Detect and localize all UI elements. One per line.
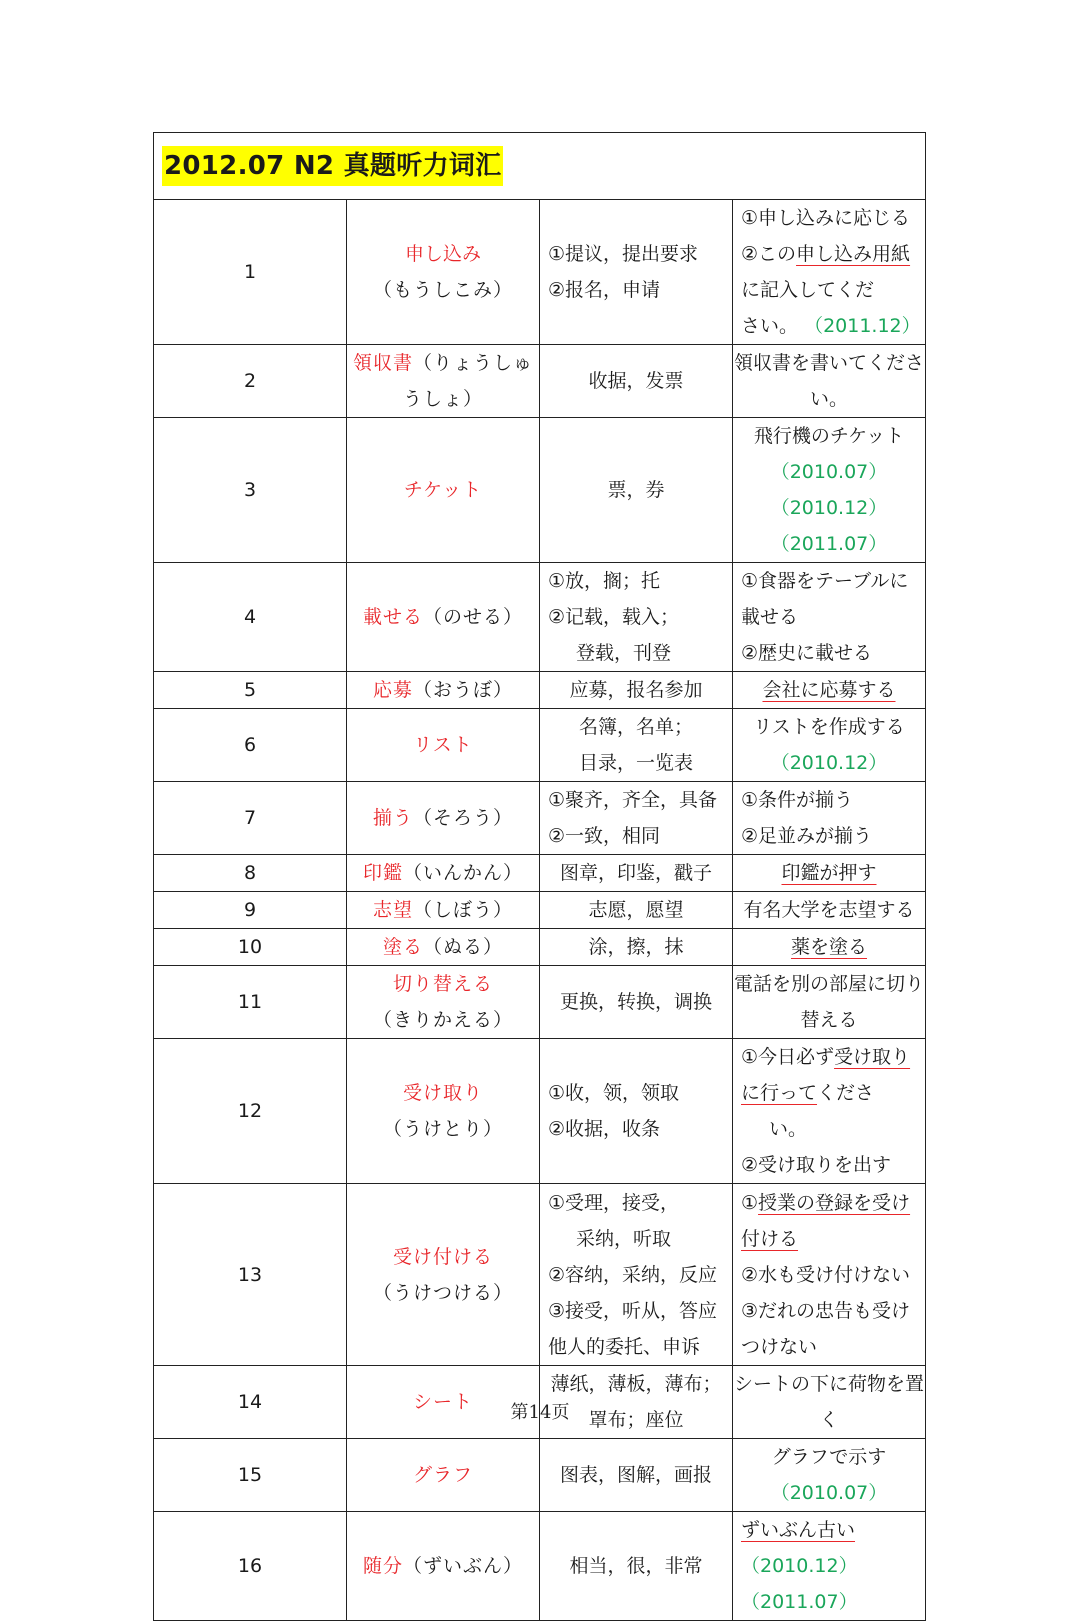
table-row bbox=[154, 418, 926, 563]
example-line: ②受け取りを出す bbox=[741, 1154, 892, 1176]
word: 塗る bbox=[382, 936, 423, 958]
meaning-cell: 应募，报名参加 bbox=[540, 672, 733, 709]
meaning-line: ②报名，申请 bbox=[548, 279, 661, 301]
example-cell bbox=[733, 1439, 926, 1512]
meaning-line: ①聚齐，齐全，具备 bbox=[548, 789, 718, 811]
reading: （ずいぶん） bbox=[403, 1555, 524, 1577]
word: グラフ bbox=[347, 1439, 540, 1512]
word-cell bbox=[347, 563, 540, 672]
meaning-line: 薄纸，薄板，薄布； bbox=[550, 1373, 722, 1395]
meaning-line: ①收，领，领取 bbox=[548, 1082, 680, 1104]
meaning-cell: 图表，图解，画报 bbox=[540, 1439, 733, 1512]
meaning-line: ②收据，收条 bbox=[548, 1118, 661, 1140]
word: 印鑑 bbox=[362, 862, 403, 884]
row-number: 16 bbox=[154, 1512, 347, 1621]
example-cell bbox=[733, 709, 926, 782]
reading: うしょ） bbox=[402, 388, 483, 410]
page-title: 2012.07 N2 真题听力词汇 bbox=[162, 146, 503, 186]
word-cell bbox=[347, 855, 540, 892]
year-ref: （2010.12）（2011.07） bbox=[741, 1555, 858, 1613]
word-cell bbox=[347, 1512, 540, 1621]
example-cell bbox=[733, 418, 926, 563]
title-cell bbox=[154, 133, 926, 200]
year-ref: （2010.07）（2010.12）（2011.07） bbox=[770, 461, 888, 555]
meaning-line: 罩布；座位 bbox=[588, 1409, 684, 1431]
meaning-cell: 更换，转换，调换 bbox=[540, 966, 733, 1039]
year-ref: （2010.12） bbox=[770, 752, 888, 774]
table-row bbox=[154, 1512, 926, 1621]
underlined-phrase: ずいぶん古い bbox=[741, 1519, 856, 1541]
example-text: くださ bbox=[817, 1082, 875, 1104]
example-cell: 有名大学を志望する bbox=[733, 892, 926, 929]
word-cell bbox=[347, 966, 540, 1039]
row-number: 8 bbox=[154, 855, 347, 892]
meaning-line: 名簿，名单； bbox=[578, 716, 693, 738]
meaning-line: 他人的委托、申诉 bbox=[548, 1335, 701, 1358]
word-cell bbox=[347, 1039, 540, 1184]
reading: （いんかん） bbox=[403, 862, 524, 884]
meaning-cell: 收据，发票 bbox=[540, 345, 733, 418]
example-cell bbox=[733, 200, 926, 345]
example-cell bbox=[733, 672, 926, 709]
row-number: 7 bbox=[154, 782, 347, 855]
table-row bbox=[154, 855, 926, 892]
meaning-cell bbox=[540, 1184, 733, 1366]
meaning-line: 登载，刊登 bbox=[576, 642, 672, 664]
meaning-line: ③接受，听从，答应 bbox=[548, 1299, 718, 1322]
meaning-cell bbox=[540, 782, 733, 855]
meaning-line: ②一致，相同 bbox=[548, 825, 661, 847]
underlined-phrase: 薬を塗る bbox=[790, 936, 867, 958]
example-cell bbox=[733, 1512, 926, 1621]
example-text: リストを作成する bbox=[753, 716, 905, 738]
meaning-line: 采纳，听取 bbox=[576, 1227, 672, 1250]
table-row bbox=[154, 892, 926, 929]
reading: （のせる） bbox=[423, 606, 524, 628]
table-row bbox=[154, 345, 926, 418]
example-line bbox=[741, 1185, 925, 1257]
word: シート bbox=[347, 1366, 540, 1439]
underlined-phrase: 申し込み用紙 bbox=[796, 243, 911, 265]
example-cell bbox=[733, 929, 926, 966]
row-number: 4 bbox=[154, 563, 347, 672]
example-line: い。 bbox=[769, 1118, 808, 1140]
row-number: 10 bbox=[154, 929, 347, 966]
example-line bbox=[741, 1039, 925, 1111]
example-cell: 領収書を書いてください。 bbox=[733, 345, 926, 418]
word-cell bbox=[347, 345, 540, 418]
word-cell bbox=[347, 1184, 540, 1366]
underlined-phrase: 授業の登録を受け付ける bbox=[741, 1191, 911, 1250]
meaning-cell bbox=[540, 200, 733, 345]
reading: （もうしこみ） bbox=[372, 279, 513, 301]
row-number: 11 bbox=[154, 966, 347, 1039]
word: 領収書 bbox=[352, 352, 413, 374]
year-ref: （2010.07） bbox=[770, 1482, 888, 1504]
word: 応募 bbox=[372, 679, 413, 701]
word: 揃う bbox=[372, 807, 413, 829]
example-cell: シートの下に荷物を置く bbox=[733, 1366, 926, 1439]
example-cell bbox=[733, 1184, 926, 1366]
title-row bbox=[154, 133, 926, 200]
underlined-phrase: 受け取りに行って bbox=[741, 1046, 911, 1104]
meaning-line: ②记载，载入； bbox=[548, 606, 680, 628]
word: 申し込み bbox=[404, 243, 481, 265]
word-cell bbox=[347, 672, 540, 709]
reading: （ぬる） bbox=[423, 936, 504, 958]
reading: （しぼう） bbox=[413, 899, 514, 921]
row-number: 9 bbox=[154, 892, 347, 929]
table-row bbox=[154, 672, 926, 709]
example-text: ① bbox=[741, 1191, 759, 1214]
table-row bbox=[154, 966, 926, 1039]
reading: （そろう） bbox=[413, 807, 514, 829]
meaning-cell bbox=[540, 1039, 733, 1184]
example-line: ③だれの忠告も受けつけない bbox=[741, 1299, 911, 1358]
word-cell bbox=[347, 929, 540, 966]
table-row bbox=[154, 200, 926, 345]
underlined-phrase: 会社に応募する bbox=[762, 679, 896, 701]
meaning-cell: 相当，很，非常 bbox=[540, 1512, 733, 1621]
row-number: 3 bbox=[154, 418, 347, 563]
word: 志望 bbox=[372, 899, 413, 921]
example-line: ②水も受け付けない bbox=[741, 1263, 911, 1286]
example-text: さい。 bbox=[741, 315, 799, 337]
meaning-cell bbox=[540, 563, 733, 672]
meaning-cell: 涂，擦，抹 bbox=[540, 929, 733, 966]
word: 受け取り bbox=[402, 1082, 483, 1104]
reading: （きりかえる） bbox=[372, 1009, 513, 1031]
example-cell bbox=[733, 1039, 926, 1184]
reading: （りょうしゅ bbox=[413, 352, 534, 374]
table-row bbox=[154, 782, 926, 855]
meaning-line: 目录，一览表 bbox=[578, 752, 693, 774]
meaning-line: ①受理，接受， bbox=[548, 1191, 680, 1214]
example-cell bbox=[733, 855, 926, 892]
example-line: ②歴史に載せる bbox=[741, 642, 873, 664]
reading: （うけつける） bbox=[372, 1281, 513, 1304]
example-text: ①今日必ず bbox=[741, 1046, 835, 1068]
row-number: 12 bbox=[154, 1039, 347, 1184]
row-number: 2 bbox=[154, 345, 347, 418]
table-row bbox=[154, 1039, 926, 1184]
example-cell bbox=[733, 563, 926, 672]
meaning-line: ①提议，提出要求 bbox=[548, 243, 699, 265]
reading: （おうぼ） bbox=[413, 679, 514, 701]
page-number: 第14页 bbox=[510, 1402, 570, 1423]
meaning-line: ②容纳，采纳，反应 bbox=[548, 1263, 718, 1286]
word: 受け付ける bbox=[392, 1245, 493, 1268]
row-number: 15 bbox=[154, 1439, 347, 1512]
example-cell bbox=[733, 782, 926, 855]
meaning-cell: 志愿，愿望 bbox=[540, 892, 733, 929]
word-cell bbox=[347, 892, 540, 929]
table-row bbox=[154, 563, 926, 672]
example-line bbox=[741, 308, 925, 344]
word-cell bbox=[347, 200, 540, 345]
example-line: ①申し込みに応じる bbox=[741, 207, 911, 229]
underlined-phrase: 印鑑が押す bbox=[781, 862, 877, 884]
word: 切り替える bbox=[392, 973, 493, 995]
table-row bbox=[154, 1184, 926, 1366]
row-number: 5 bbox=[154, 672, 347, 709]
meaning-line: ①放，搁；托 bbox=[548, 570, 661, 592]
reading: （うけとり） bbox=[382, 1118, 503, 1140]
meaning-cell: 票，券 bbox=[540, 418, 733, 563]
example-line: ②足並みが揃う bbox=[741, 825, 873, 847]
word-cell bbox=[347, 782, 540, 855]
word: チケット bbox=[347, 418, 540, 563]
row-number: 1 bbox=[154, 200, 347, 345]
table-row bbox=[154, 929, 926, 966]
example-cell: 電話を別の部屋に切り替える bbox=[733, 966, 926, 1039]
example-text: ②この bbox=[741, 243, 797, 265]
example-text: グラフで示す bbox=[771, 1446, 887, 1468]
example-line: ①食器をテーブルに載せる bbox=[741, 570, 909, 628]
row-number: 14 bbox=[154, 1366, 347, 1439]
year-ref: （2011.12） bbox=[804, 315, 921, 337]
example-text: に記入してくだ bbox=[741, 279, 875, 301]
meaning-cell bbox=[540, 709, 733, 782]
row-number: 6 bbox=[154, 709, 347, 782]
row-number: 13 bbox=[154, 1184, 347, 1366]
word: リスト bbox=[347, 709, 540, 782]
meaning-cell: 图章，印鉴，戳子 bbox=[540, 855, 733, 892]
word: 載せる bbox=[362, 606, 423, 628]
example-line: 飛行機のチケット bbox=[753, 425, 905, 447]
example-line bbox=[741, 236, 925, 308]
word-with-reading bbox=[347, 345, 539, 381]
table-row bbox=[154, 1439, 926, 1512]
table-row bbox=[154, 709, 926, 782]
word: 随分 bbox=[362, 1555, 403, 1577]
example-line: ①条件が揃う bbox=[741, 789, 854, 811]
